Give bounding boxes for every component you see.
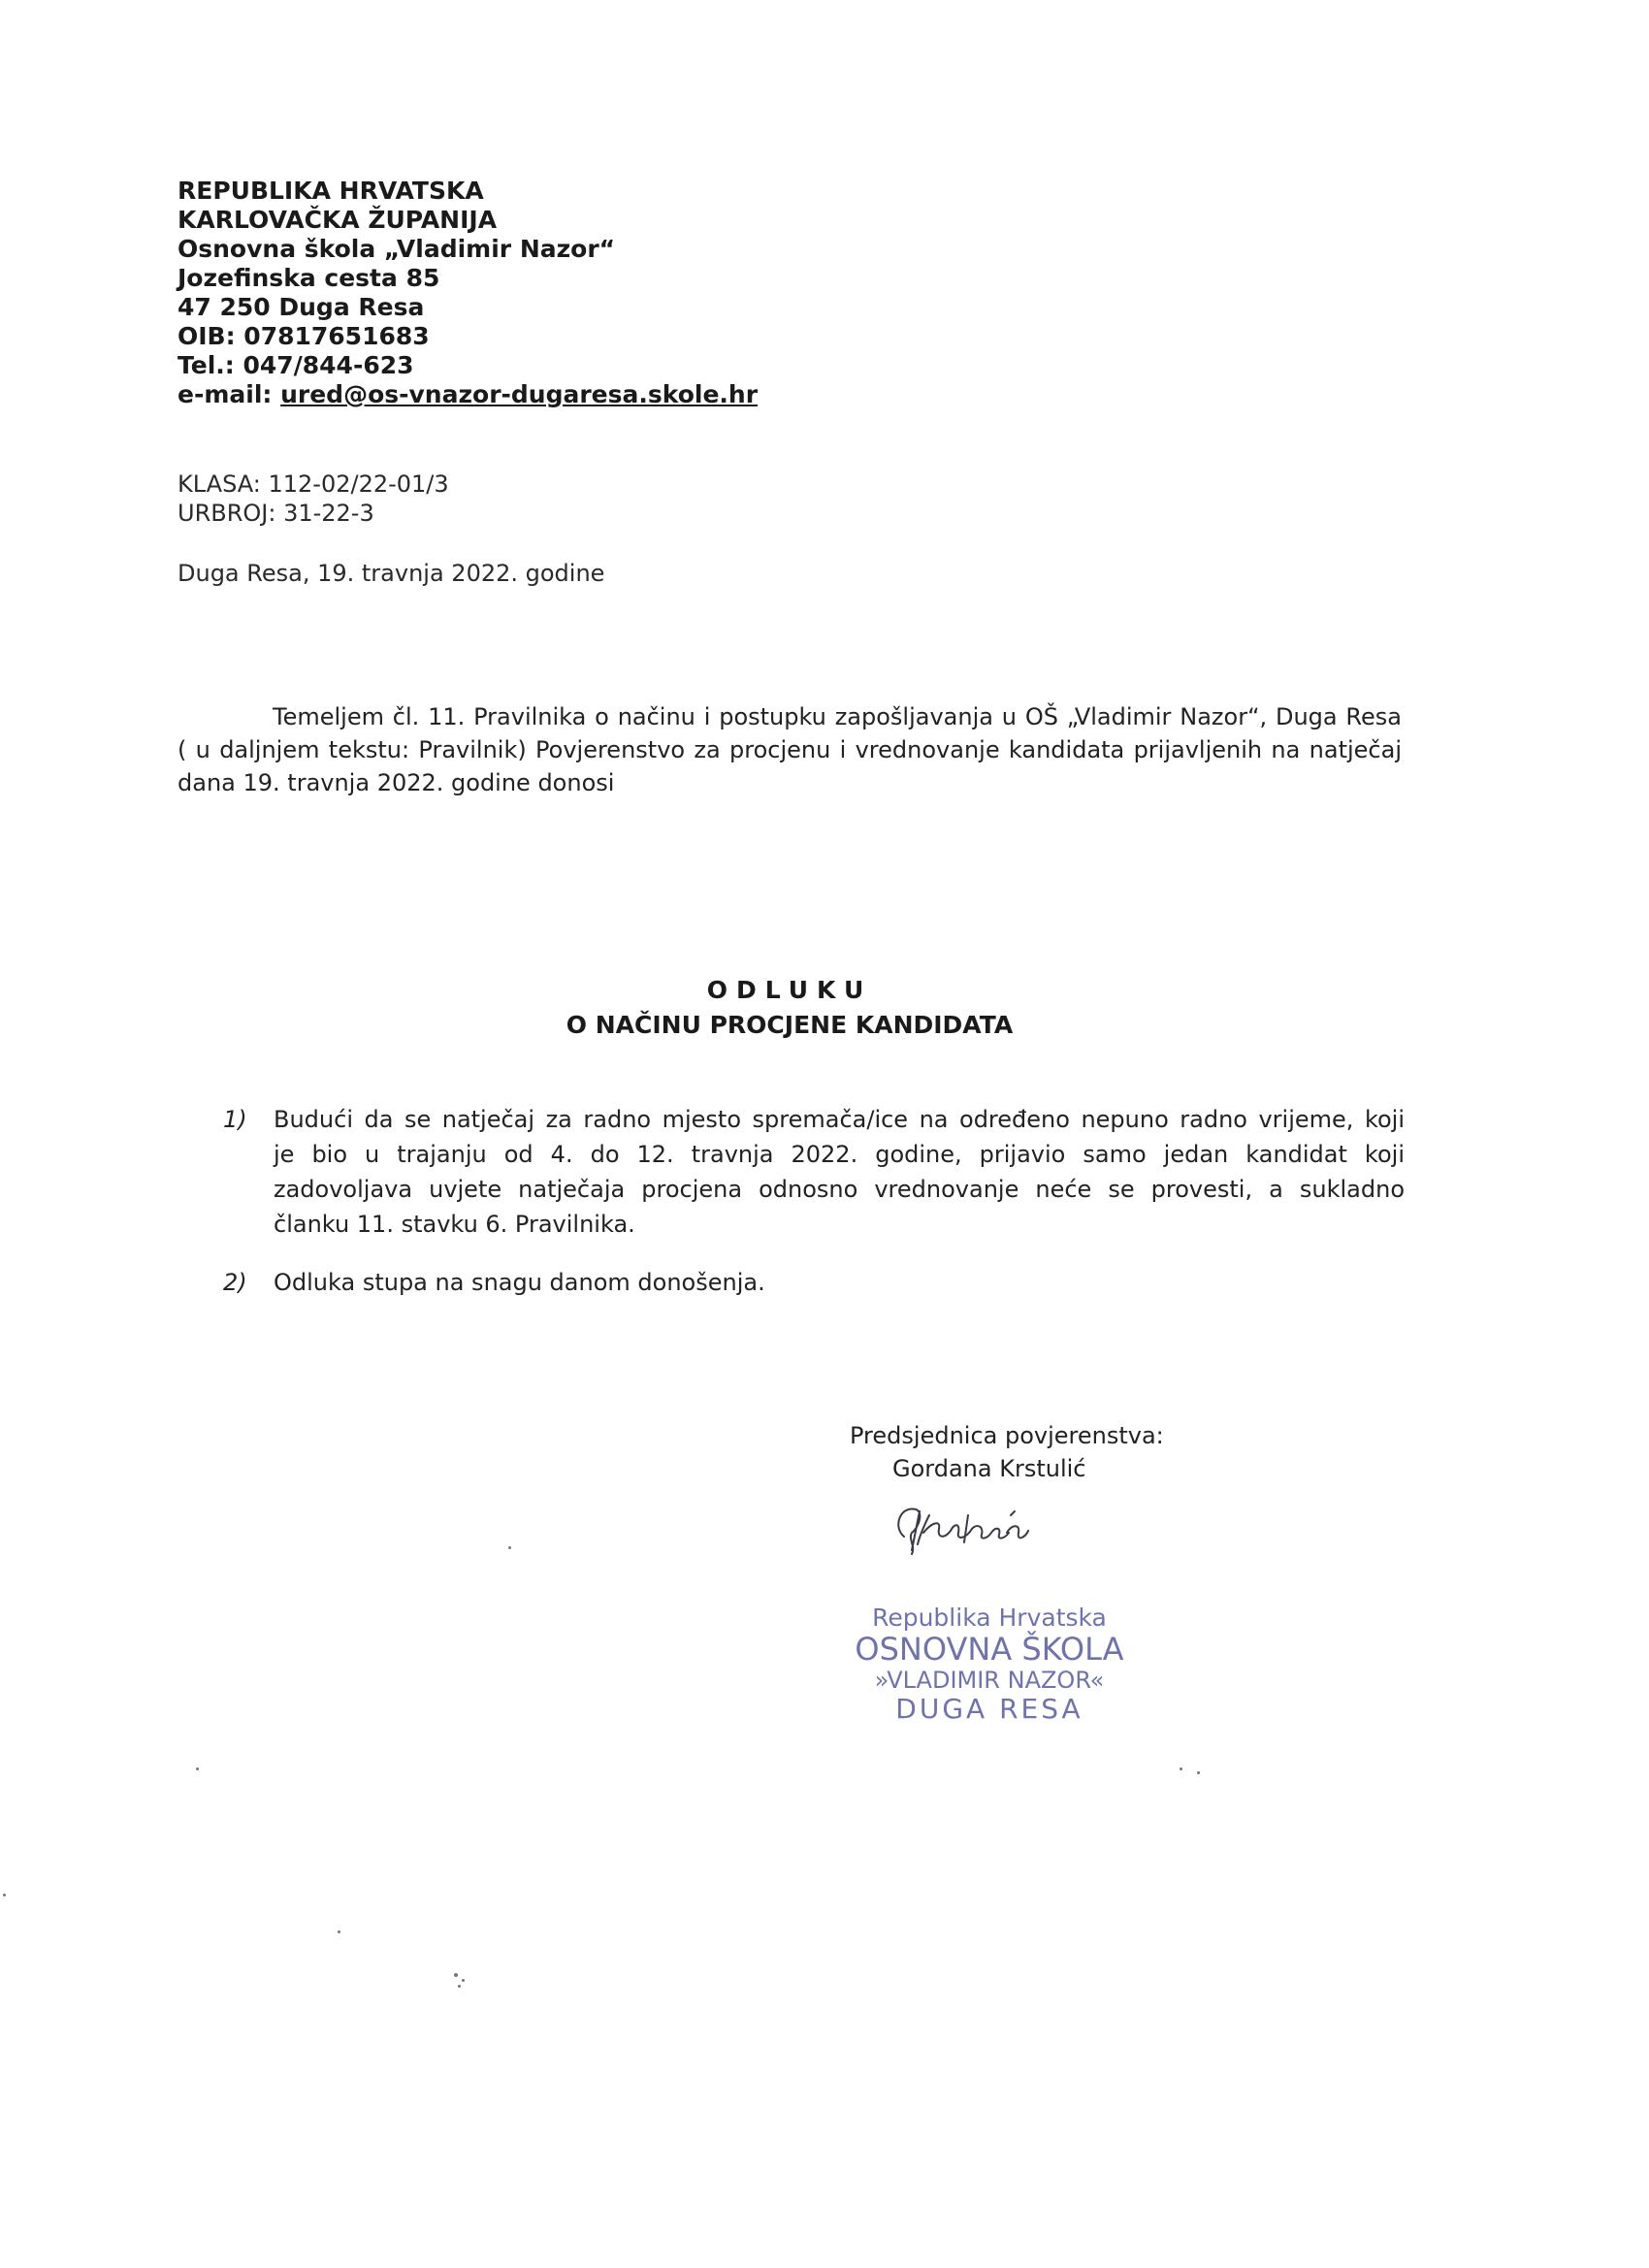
letterhead-oib: OIB: 07817651683 <box>178 322 430 350</box>
stamp-line: Republika Hrvatska <box>872 1604 1107 1632</box>
item-text-line: zadovoljava uvjete natječaja procjena odnosno vrednovanje neće se provesti, a sukladno <box>274 1176 1405 1203</box>
letterhead-country: REPUBLIKA HRVATSKA <box>178 177 484 205</box>
item-text <box>274 1265 1405 1300</box>
place-date: Duga Resa, 19. travnja 2022. godine <box>178 560 605 587</box>
letterhead-phone: Tel.: 047/844-623 <box>178 351 414 379</box>
reference-block <box>178 470 1051 528</box>
signatory-role: Predsjednica povjerenstva: <box>850 1422 1164 1449</box>
email-link[interactable]: ured@os-vnazor-dugaresa.skole.hr <box>280 380 759 408</box>
decision-item-1 <box>223 1102 1405 1242</box>
scan-speck <box>196 1767 199 1770</box>
scan-speck <box>1180 1767 1182 1770</box>
item-text-line: je bio u trajanju od 4. do 12. travnja 2022. godine, prijavio samo jedan kandidat koji <box>274 1141 1405 1168</box>
klasa: KLASA: 112-02/22-01/3 <box>178 470 449 498</box>
decision-subtitle: O NAČINU PROCJENE KANDIDATA <box>566 1011 1014 1039</box>
scan-speck <box>508 1546 511 1549</box>
scan-speck <box>458 1985 461 1988</box>
handwritten-signature <box>890 1494 1046 1562</box>
urbroj: URBROJ: 31-22-3 <box>178 500 374 527</box>
scan-speck <box>454 1973 458 1977</box>
scan-speck <box>462 1979 465 1982</box>
intro-paragraph: Temeljem čl. 11. Pravilnika o načinu i postupku zapošljavanja u OŠ „Vladimir Nazor“, Duga Resa ( u daljnjem tekstu: Pravilnik) Povjerenstvo za procjenu i vrednovanje kandidata prijavljenih na natječaj dana 19. travnja 2022. godine donosi <box>178 703 1402 796</box>
item-text <box>274 1102 1405 1242</box>
stamp-line: DUGA RESA <box>895 1693 1083 1725</box>
email-label: e-mail: <box>178 380 281 408</box>
letterhead-school: Osnovna škola „Vladimir Nazor“ <box>178 235 616 263</box>
decision-item-2 <box>223 1265 1405 1300</box>
letterhead-county: KARLOVAČKA ŽUPANIJA <box>178 206 498 234</box>
place-date-block <box>178 559 1051 588</box>
decision-title: ODLUKU <box>706 976 873 1004</box>
letterhead-city: 47 250 Duga Resa <box>178 293 425 321</box>
signatory-name: Gordana Krstulić <box>892 1455 1086 1482</box>
letterhead <box>178 177 1051 409</box>
scan-speck <box>338 1930 340 1933</box>
school-stamp <box>834 1605 1145 1723</box>
item-text-line: Budući da se natječaj za radno mjesto spremača/ice na određeno nepuno radno vrijeme, koji <box>274 1106 1405 1133</box>
letterhead-email-row <box>178 380 1051 409</box>
letterhead-street: Jozefinska cesta 85 <box>178 264 440 292</box>
item-number: 1) <box>223 1106 247 1133</box>
scan-speck <box>1197 1771 1200 1774</box>
stamp-line: »VLADIMIR NAZOR« <box>874 1667 1105 1694</box>
scan-speck <box>3 1894 6 1896</box>
item-number: 2) <box>223 1269 247 1296</box>
item-text-line: Odluka stupa na snagu danom donošenja. <box>274 1269 765 1296</box>
stamp-line: OSNOVNA ŠKOLA <box>855 1631 1124 1668</box>
item-text-line: članku 11. stavku 6. Pravilnika. <box>274 1211 635 1238</box>
